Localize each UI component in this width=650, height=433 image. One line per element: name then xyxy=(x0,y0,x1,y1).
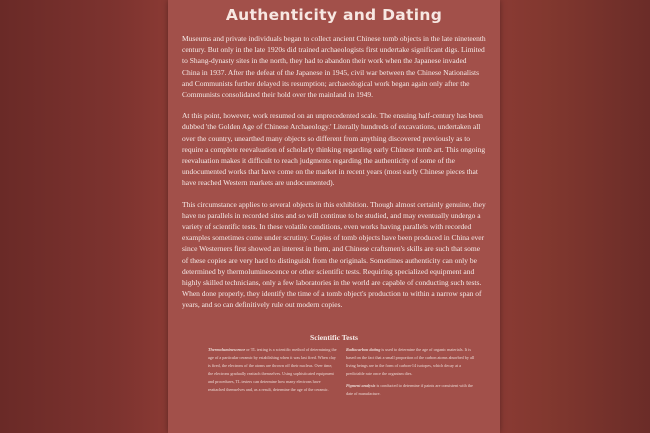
thermoluminescence-term: Thermoluminescence xyxy=(208,347,246,352)
scientific-tests-right-column xyxy=(346,346,476,401)
pigment-note xyxy=(346,382,476,398)
scientific-tests-left-column xyxy=(208,346,338,397)
gallery-wall-right xyxy=(500,0,650,433)
radiocarbon-term: Radiocarbon dating xyxy=(346,347,381,352)
radiocarbon-note xyxy=(346,346,476,378)
paragraph-golden-age: At this point, however, work resumed on an unprecedented scale. The ensuing half-century has been dubbed 'the Golden Age of Chinese Archaeology.' Literally hundreds of excavations, undertaken all over the country, unearthed many objects so different from anything discovered previously as to require a complete reevaluation of scholarly thinking regarding early Chinese tomb art. This ongoing reevaluation makes it difficult to reach judgments regarding the authenticity of some of the undocumented works that have come on the market in recent years (most early Chinese pieces that have reached Western markets are undocumented). xyxy=(182,111,486,188)
panel-body xyxy=(182,33,486,321)
pigment-text: is conducted to determine if paints are consistent with the date of manufacture. xyxy=(346,382,473,396)
exhibit-text-panel xyxy=(168,0,500,433)
paragraph-authenticity: This circumstance applies to several objects in this exhibition. Though almost certainly genuine, they have no parallels in recorded sites and so will continue to be studied, and may eventually undergo a variety of scientific tests. In these volatile conditions, even works having parallels with recorded examples sometimes come under scrutiny. Copies of tomb objects have been produced in China ever since Westerners first showed an interest in them, and Chinese craftsmen's skills are such that some of these copies are very hard to distinguish from the originals. Sometimes authenticity can only be determined by thermoluminescence or other scientific tests. Requiring specialized equipment and highly skilled technicians, only a few laboratories in the world are capable of conducting such tests. When done properly, they identify the time of a tomb object's production to within a narrow span of years, and so can definitively rule out modern copies. xyxy=(182,199,486,310)
pigment-term: Pigment analysis xyxy=(346,382,376,388)
radiocarbon-text: is used to determine the age of organic materials. It is based on the fact that a small proportion of the carbon atoms absorbed by all living beings are in the form of carbon-14 isotopes, which decay at a predictable rate once the organism dies. xyxy=(346,347,475,376)
panel-title: Authenticity and Dating xyxy=(225,6,443,24)
thermoluminescence-note xyxy=(208,346,338,393)
thermoluminescence-text: or TL testing is a scientific method of determining the age of a particular ceramic by establishing when it was last fired. When clay is fired, the electrons of the atoms are thrown off their nucleus. Over time, the electrons gradually reattach themselves. Using sophisticated equipment and procedures, TL testers can determine how many electrons have reattached themselves and, as a result, determine the age of the ceramic. xyxy=(208,347,337,392)
scientific-tests-heading: Scientific Tests xyxy=(310,333,358,342)
gallery-wall-left xyxy=(0,0,168,433)
paragraph-history: Museums and private individuals began to collect ancient Chinese tomb objects in the late nineteenth century. But only in the late 1920s did trained archaeologists first undertake significant digs. Limited to Shang-dynasty sites in the north, they had to abandon their work when the Japanese invaded China in 1937. After the defeat of the Japanese in 1945, civil war between the Chinese Nationalists and Communists further delayed its resumption; archaeological work began again only after the Communists consolidated their hold over the mainland in 1949. xyxy=(182,34,486,100)
